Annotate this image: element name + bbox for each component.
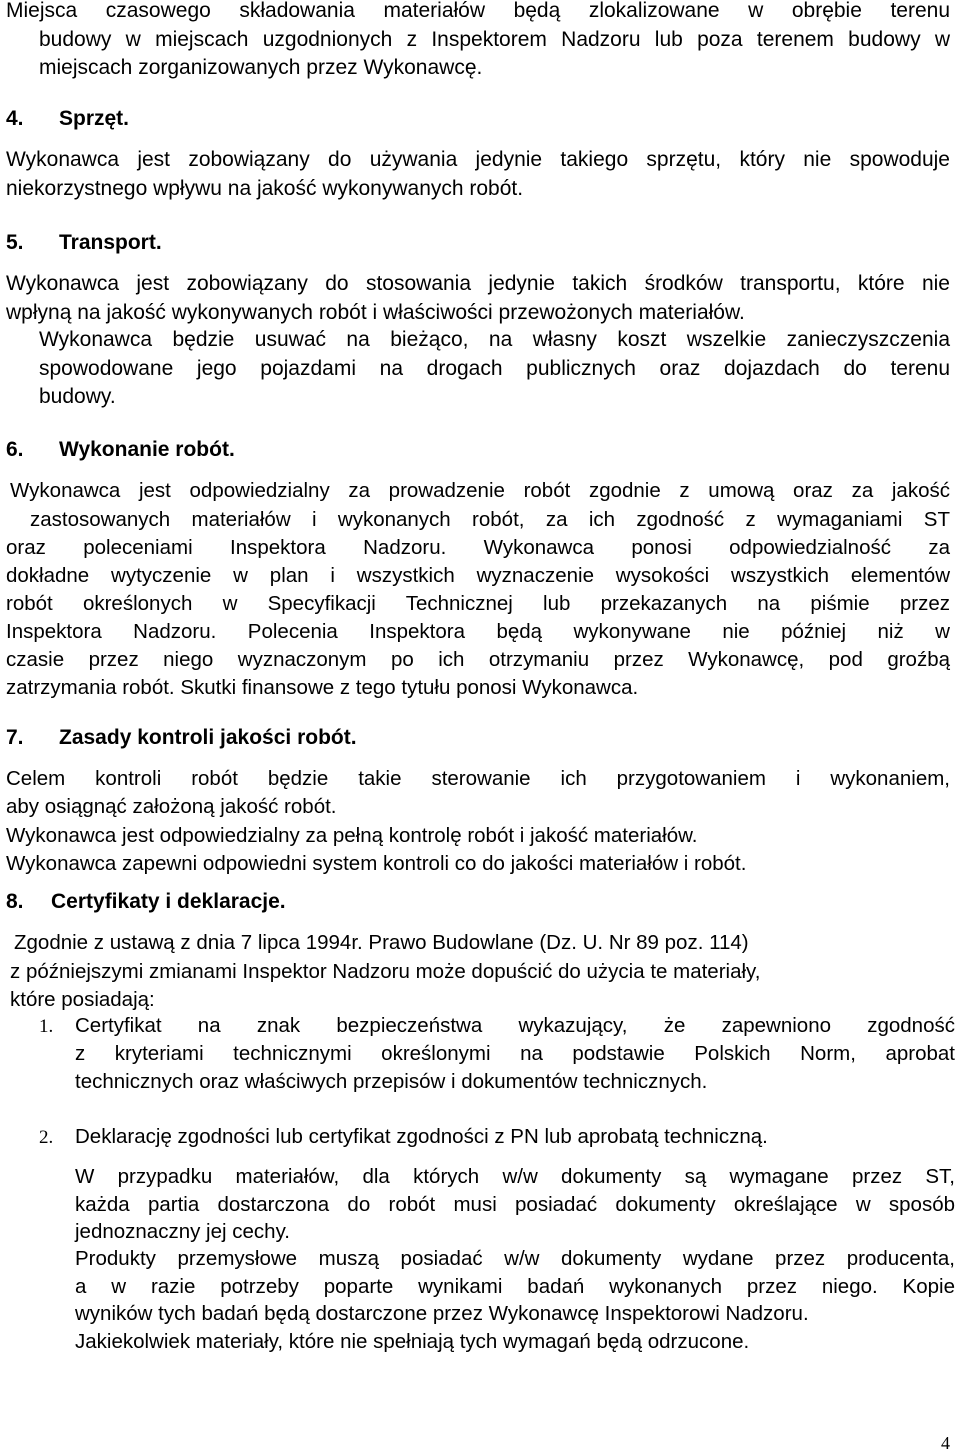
paragraph-line: Wykonawca zapewni odpowiedni system kontroli co do jakości materiałów i robót. <box>6 852 747 875</box>
section-8-intro <box>10 929 910 1015</box>
paragraph-line: które posiadają: <box>10 988 155 1011</box>
paragraph-line: zastosowanych materiałów i wykonanych robót, za ich zgodność z wymaganiami ST <box>30 507 950 531</box>
intro-paragraph <box>6 0 950 83</box>
section-8-heading <box>6 888 286 916</box>
section-5-paragraph-2 <box>39 326 950 412</box>
section-4-paragraph <box>6 146 950 203</box>
paragraph-line: Wykonawca jest odpowiedzialny za pełną kontrolę robót i jakość materiałów. <box>6 823 698 847</box>
page-number: 4 <box>941 1433 950 1453</box>
section-number: 7. <box>6 726 24 749</box>
section-number: 4. <box>6 107 24 130</box>
paragraph-line: dokładne wytyczenie w plan i wszystkich wyznaczenie wysokości wszystkich elementów <box>6 564 950 587</box>
paragraph-line: wyników tych badań będą dostarczone przez Wykonawcę Inspektorowi Nadzoru. <box>75 1302 809 1325</box>
paragraph-line: Inspektora Nadzoru. Polecenia Inspektora będą wykonywane nie później niż w <box>6 620 950 643</box>
paragraph-line: Zgodnie z ustawą z dnia 7 lipca 1994r. Prawo Budowlane (Dz. U. Nr 89 poz. 114) <box>14 931 749 954</box>
list-item-line: Deklarację zgodności lub certyfikat zgodności z PN lub aprobatą techniczną. <box>75 1125 768 1148</box>
section-5-paragraph-1 <box>6 270 950 327</box>
paragraph-line: Celem kontroli robót będzie takie sterowanie ich przygotowaniem i wykonaniem, <box>6 767 950 790</box>
section-6-paragraph <box>6 477 950 703</box>
paragraph-line: Produkty przemysłowe muszą posiadać w/w dokumenty wydane przez producenta, <box>75 1247 955 1270</box>
section-8-paragraph-2 <box>75 1245 955 1355</box>
paragraph-line: zatrzymania robót. Skutki finansowe z tego tytułu ponosi Wykonawca. <box>6 676 639 699</box>
paragraph-line: jednoznaczny jej cechy. <box>75 1220 290 1243</box>
section-7-paragraph <box>6 765 950 879</box>
section-8-paragraph-1 <box>75 1163 955 1246</box>
section-5-heading <box>6 229 162 257</box>
list-item <box>75 1012 955 1097</box>
paragraph-line: spowodowane jego pojazdami na drogach publicznych oraz dojazdach do terenu <box>39 356 950 380</box>
section-number: 6. <box>6 438 24 461</box>
paragraph-line: oraz poleceniami Inspektora Nadzoru. Wykonawca ponosi odpowiedzialność za <box>6 536 950 559</box>
paragraph-line: Wykonawca jest zobowiązany do używania jedynie takiego sprzętu, który nie spowoduje <box>6 148 950 171</box>
section-title: Certyfikaty i deklaracje. <box>51 890 286 913</box>
intro-line: budowy w miejscach uzgodnionych z Inspektorem Nadzoru lub poza terenem budowy w <box>39 27 950 51</box>
section-number: 8. <box>6 890 24 913</box>
paragraph-line: Wykonawca będzie usuwać na bieżąco, na własny koszt wszelkie zanieczyszczenia <box>39 328 950 351</box>
paragraph-line: niekorzystnego wpływu na jakość wykonywanych robót. <box>6 176 524 200</box>
paragraph-line: wpłyną na jakość wykonywanych robót i właściwości przewożonych materiałów. <box>6 300 745 324</box>
list-item-number: 2. <box>39 1127 54 1148</box>
intro-line: miejscach zorganizowanych przez Wykonawcę. <box>39 56 483 79</box>
intro-line: Miejsca czasowego składowania materiałów będą zlokalizowane w obrębie terenu <box>6 0 950 22</box>
list-item-line: z kryteriami technicznymi określonymi na podstawie Polskich Norm, aprobat <box>75 1042 955 1065</box>
section-title: Wykonanie robót. <box>59 438 235 461</box>
paragraph-line: każda partia dostarczona do robót musi posiadać dokumenty określające w sposób <box>75 1192 955 1216</box>
list-item-line: technicznych oraz właściwych przepisów i dokumentów technicznych. <box>75 1070 708 1093</box>
paragraph-line: W przypadku materiałów, dla których w/w dokumenty są wymagane przez ST, <box>75 1165 955 1188</box>
paragraph-line: budowy. <box>39 385 116 408</box>
paragraph-line: Wykonawca jest zobowiązany do stosowania jedynie takich środków transportu, które nie <box>6 272 950 295</box>
paragraph-line: aby osiągnąć założoną jakość robót. <box>6 795 337 818</box>
paragraph-line: czasie przez niego wyznaczonym po ich otrzymaniu przez Wykonawcę, pod groźbą <box>6 648 950 671</box>
section-title: Sprzęt. <box>59 107 130 130</box>
paragraph-line: robót określonych w Specyfikacji Technicznej lub przekazanych na piśmie przez <box>6 592 950 615</box>
section-4-heading <box>6 105 129 133</box>
list-item <box>75 1123 955 1152</box>
paragraph-line: z późniejszymi zmianami Inspektor Nadzoru może dopuścić do użycia te materiały, <box>10 959 761 983</box>
section-title: Zasady kontroli jakości robót. <box>59 726 357 749</box>
paragraph-line: Jakiekolwiek materiały, które nie spełniają tych wymagań będą odrzucone. <box>75 1329 750 1353</box>
paragraph-line: Wykonawca jest odpowiedzialny za prowadzenie robót zgodnie z umową oraz za jakość <box>10 479 950 502</box>
section-title: Transport. <box>59 231 162 254</box>
list-item-number: 1. <box>39 1016 54 1037</box>
section-number: 5. <box>6 231 24 254</box>
paragraph-line: a w razie potrzeby poparte wynikami badań wykonanych przez niego. Kopie <box>75 1274 955 1298</box>
section-6-heading <box>6 436 235 464</box>
list-item-line: Certyfikat na znak bezpieczeństwa wykazujący, że zapewniono zgodność <box>75 1014 955 1037</box>
section-7-heading <box>6 724 357 752</box>
